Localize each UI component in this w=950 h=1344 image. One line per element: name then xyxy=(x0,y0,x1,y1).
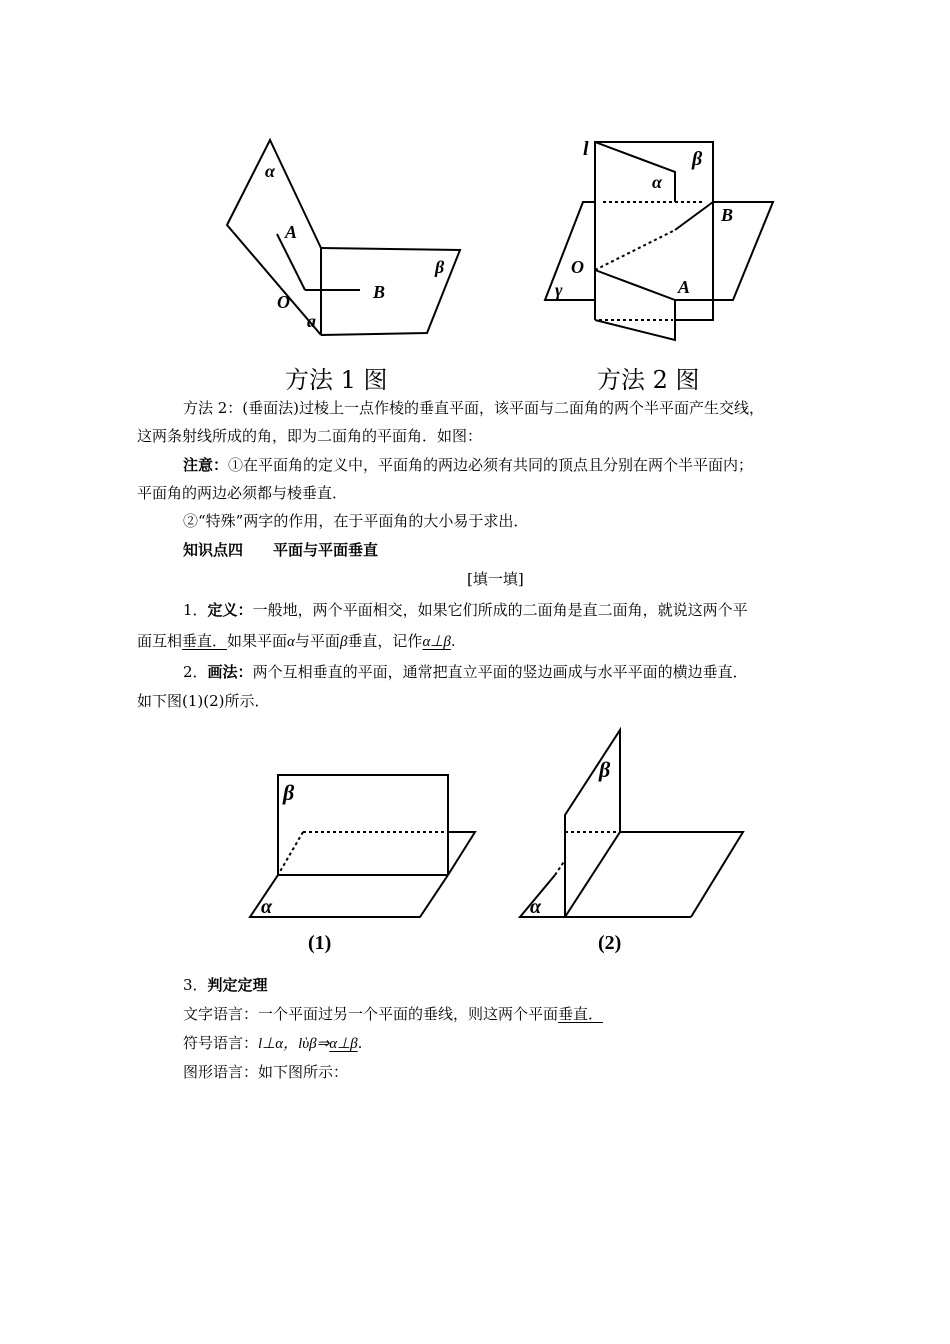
note-line2: 平面角的两边必须都与棱垂直． xyxy=(137,484,348,502)
draw-label: 画法： xyxy=(207,663,253,681)
plane-alpha-front xyxy=(250,875,448,917)
label-l: l xyxy=(583,138,589,160)
method2-line1: 方法 2：(垂面法)过棱上一点作棱的垂直平面，该平面与二面角的两个半平面产生交线， xyxy=(183,399,765,417)
caption-method2: 方法 2 图 xyxy=(597,366,700,394)
ray-OA xyxy=(595,270,675,300)
ray-OA xyxy=(277,234,305,290)
plane-beta-outline xyxy=(278,775,448,875)
method2-line2: 这两条射线所成的角，即为二面角的平面角．如图： xyxy=(137,427,483,445)
label-beta: β xyxy=(599,757,611,782)
label-O: O xyxy=(571,257,584,277)
def-label: 定义： xyxy=(207,601,253,619)
plane-gamma-outline xyxy=(545,202,595,300)
label-A: A xyxy=(285,222,298,242)
draw-line1: 2．画法：两个互相垂直的平面，通常把直立平面的竖边画成与水平平面的横边垂直． xyxy=(183,663,748,681)
theorem-symbol-language: 符号语言：l⊥α，lὺβ⇒α⊥β. xyxy=(183,1034,363,1052)
intersection-edge xyxy=(565,832,620,917)
method2-figure xyxy=(535,130,785,400)
def-line1: 1．定义：一般地，两个平面相交，如果它们所成的二面角是直二面角，就说这两个平 xyxy=(183,601,748,619)
label-beta: β xyxy=(692,148,703,170)
knowledge4-heading: 知识点四 平面与平面垂直 xyxy=(183,541,379,559)
plane-alpha-outline xyxy=(595,142,675,202)
plane-beta-outline xyxy=(565,730,620,917)
label-beta: β xyxy=(435,257,445,277)
hidden-left-edge xyxy=(278,832,303,875)
def-line2: 面互相垂直．如果平面α与平面β垂直，记作α⊥β. xyxy=(137,632,456,650)
theorem-text-language: 文字语言：一个平面过另一个平面的垂线，则这两个平面垂直． xyxy=(183,1005,604,1023)
theorem-symbol-answer: α⊥β xyxy=(329,1036,358,1052)
theorem-heading: 3．判定定理 xyxy=(183,976,268,994)
note-line1 xyxy=(183,455,753,475)
label-a: a xyxy=(307,311,316,331)
note-label: 注意： xyxy=(183,456,229,474)
def-text1: 一般地，两个平面相交，如果它们所成的二面角是直二面角，就说这两个平 xyxy=(252,601,748,619)
perpendicular-figure-1 xyxy=(245,765,485,960)
note-line3: ②“特殊”两字的作用，在于平面角的大小易于求出． xyxy=(183,512,529,530)
label-alpha: α xyxy=(530,896,542,918)
plane-alpha-outline xyxy=(448,832,475,875)
caption-method1: 方法 1 图 xyxy=(285,366,388,394)
caption-1: (1) xyxy=(308,932,332,954)
label-alpha: α xyxy=(652,172,662,192)
label-B: B xyxy=(721,205,734,225)
label-alpha: α xyxy=(265,161,275,181)
theorem-graph-language: 图形语言：如下图所示： xyxy=(183,1063,349,1081)
plane-alpha-right xyxy=(620,832,743,917)
note-text1: ①在平面角的定义中，平面角的两边必须有共同的顶点且分别在两个半平面内； xyxy=(228,456,754,474)
ray-OB-solid xyxy=(675,202,713,230)
label-gamma: γ xyxy=(555,280,563,300)
def-blank-answer: 垂直． xyxy=(182,632,228,650)
label-A: A xyxy=(678,277,691,297)
plane-alpha-outline xyxy=(520,875,565,917)
label-beta: β xyxy=(283,780,295,805)
draw-line2: 如下图(1)(2)所示． xyxy=(137,692,270,710)
label-O: O xyxy=(277,292,290,312)
fill-title: [填一填] xyxy=(467,570,524,588)
perpendicular-figure-2 xyxy=(515,720,755,960)
label-B: B xyxy=(373,282,386,302)
def-notation-answer: α⊥β xyxy=(422,634,451,650)
theorem-blank-answer: 垂直． xyxy=(558,1005,604,1023)
label-alpha: α xyxy=(261,896,273,918)
method1-figure xyxy=(215,130,475,400)
draw-text1: 两个互相垂直的平面，通常把直立平面的竖边画成与水平平面的横边垂直． xyxy=(252,663,748,681)
caption-2: (2) xyxy=(598,932,622,954)
hidden-left-edge xyxy=(555,860,565,875)
hidden-ray-OB xyxy=(595,230,675,270)
